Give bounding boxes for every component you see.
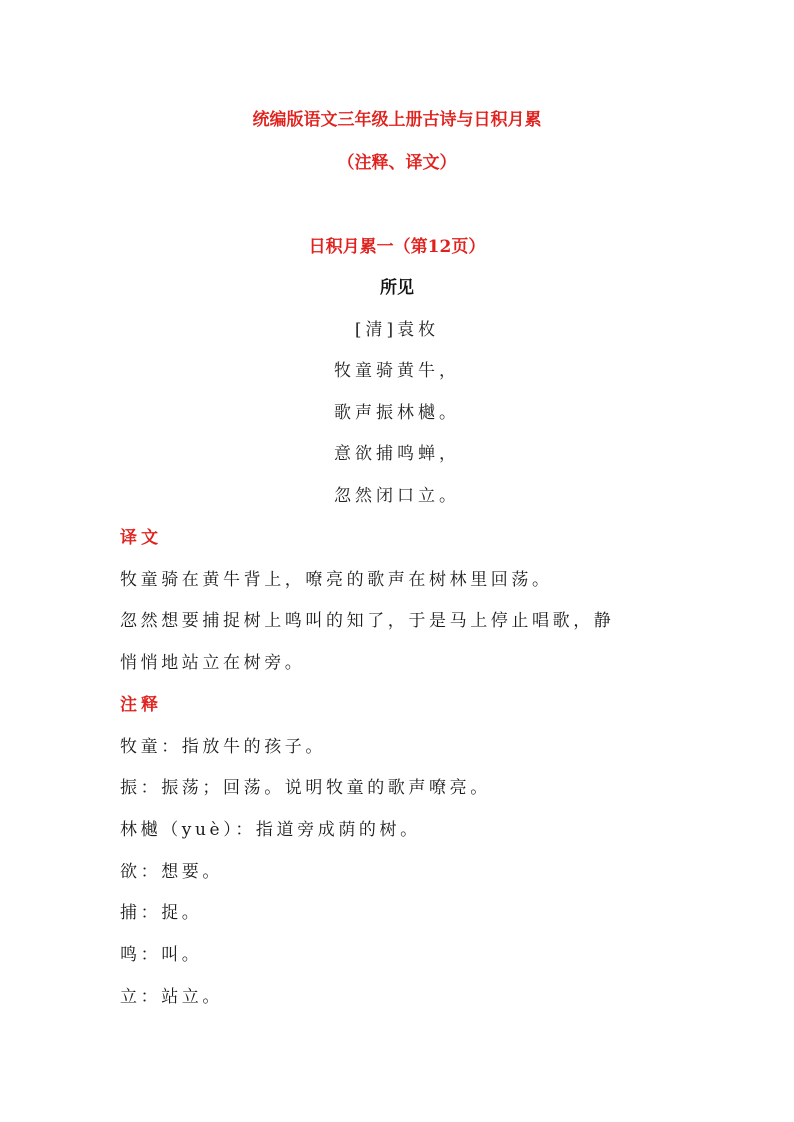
- poem-line-1: 牧童骑黄牛，: [334, 361, 460, 381]
- poem-author: [清]袁枚: [354, 320, 440, 340]
- poem-line-2: 歌声振林樾。: [334, 403, 460, 423]
- poem-line-3: 意欲捕鸣蝉，: [334, 444, 460, 464]
- note-item-3: 林樾（yuè）：指道旁成荫的树。: [120, 820, 421, 840]
- translation-line-3: 悄悄地站立在树旁。: [120, 653, 306, 673]
- section-title: 日积月累一（第12页）: [308, 237, 486, 257]
- note-item-4: 欲：想要。: [120, 862, 223, 882]
- poem-title: 所见: [380, 278, 414, 298]
- notes-heading: 注释: [120, 695, 162, 715]
- note-item-1: 牧童：指放牛的孩子。: [120, 737, 326, 757]
- note-item-7: 立：站立。: [120, 987, 223, 1007]
- document-title: 统编版语文三年级上册古诗与日积月累: [252, 110, 542, 130]
- document-subtitle: （注释、译文）: [337, 153, 457, 173]
- poem-line-4: 忽然闭口立。: [334, 486, 460, 506]
- note-item-5: 捕：捉。: [120, 903, 203, 923]
- translation-line-2: 忽然想要捕捉树上鸣叫的知了，于是马上停止唱歌，静: [120, 611, 615, 631]
- translation-line-1: 牧童骑在黄牛背上，嘹亮的歌声在树林里回荡。: [120, 570, 553, 590]
- note-item-2: 振：振荡；回荡。说明牧童的歌声嘹亮。: [120, 778, 491, 798]
- note-item-6: 鸣：叫。: [120, 945, 203, 965]
- translation-heading: 译文: [120, 528, 162, 548]
